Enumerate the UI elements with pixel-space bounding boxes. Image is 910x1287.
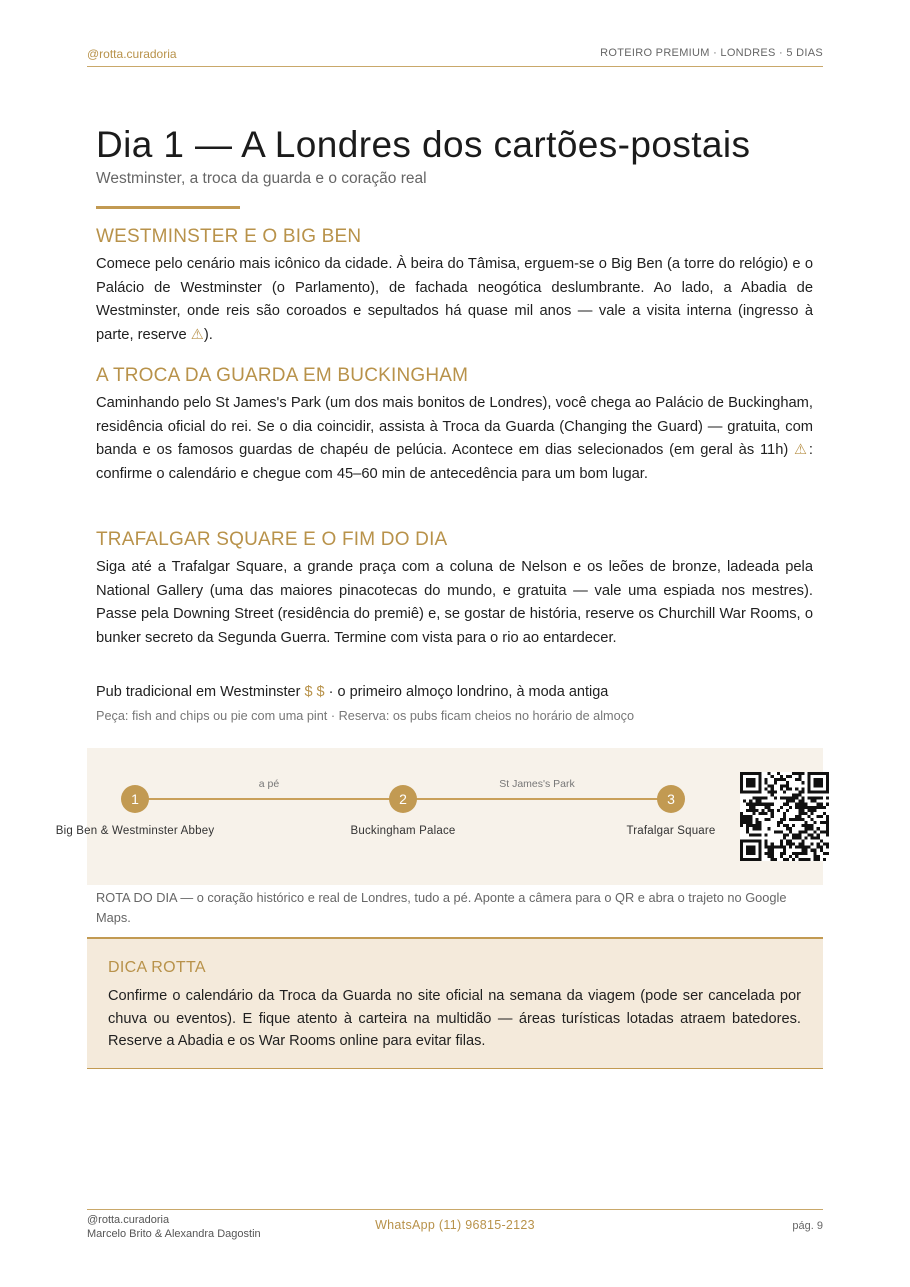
route-stop-2-label: Buckingham Palace bbox=[350, 825, 456, 837]
footer-contact[interactable]: WhatsApp (11) 96815-2123 bbox=[375, 1218, 535, 1232]
meal-description: · o primeiro almoço londrino, à moda antiga bbox=[324, 684, 609, 700]
page-number: pág. 9 bbox=[792, 1220, 823, 1232]
header-doc-label: ROTEIRO PREMIUM · LONDRES · 5 DIAS bbox=[600, 47, 823, 59]
footer-authors: Marcelo Brito & Alexandra Dagostin bbox=[87, 1228, 261, 1240]
meal-price: $ $ bbox=[304, 684, 325, 700]
page-subtitle: Westminster, a troca da guarda e o coração real bbox=[96, 170, 427, 187]
route-stop-3-label: Trafalgar Square bbox=[626, 825, 716, 837]
tip-box bbox=[87, 937, 823, 1069]
meal-note: Peça: fish and chips ou pie com uma pint · Reserva: os pubs ficam cheios no horário de almoço bbox=[96, 709, 635, 723]
meal-recommendation bbox=[96, 684, 608, 700]
tip-text: Confirme o calendário da Troca da Guarda no site oficial na semana da viagem (pode ser cancelada por chuva ou eventos). E fique atento à carteira na multidão — áreas turísticas lotadas atraem batedores. Reserve a Abadia e os War Rooms online para evitar filas. bbox=[108, 988, 801, 1049]
route-segment-label: a pé bbox=[258, 778, 280, 790]
section-heading: WESTMINSTER E O BIG BEN bbox=[96, 226, 362, 247]
page-header bbox=[87, 38, 823, 67]
route-segment-line bbox=[416, 798, 670, 800]
page-footer bbox=[87, 1209, 823, 1250]
header-handle: @rotta.curadoria bbox=[87, 47, 177, 61]
footer-handle: @rotta.curadoria bbox=[87, 1214, 170, 1226]
page-title: Dia 1 — A Londres dos cartões-postais bbox=[96, 124, 751, 165]
route-stop-1-label: Big Ben & Westminster Abbey bbox=[55, 825, 215, 837]
route-caption: ROTA DO DIA — o coração histórico e real de Londres, tudo a pé. Aponte a câmera para o QR e abra o trajeto no Google Maps. bbox=[96, 890, 787, 925]
route-stop-2-marker: 2 bbox=[389, 785, 417, 813]
section-paragraph: Caminhando pelo St James's Park (um dos mais bonitos de Londres), você chega ao Palácio de Buckingham, residência oficial do rei. Se o dia coincidir, assista à Troca da Guarda (Changing the Guard) — gratuita, com banda e os famosos guardas de chapéu de pelúcia. Acontece em dias selecionados (em geral às 11h) ⚠: confirme o calendário e chegue com 45–60 min de antecedência para um bom lugar. bbox=[96, 395, 814, 482]
route-panel bbox=[87, 748, 823, 885]
warning-icon: ⚠ bbox=[794, 442, 809, 459]
route-segment-line bbox=[148, 798, 402, 800]
section-paragraph: Comece pelo cenário mais icônico da cidade. À beira do Tâmisa, erguem-se o Big Ben (a torre do relógio) e o Palácio de Westminster (o Parlamento), de fachada neogótica deslumbrante. Ao lado, a Abadia de Westminster, onde reis são coroados e sepultados há quase mil anos — vale a visita interna (ingresso à parte, reserve ⚠). bbox=[96, 256, 813, 343]
tip-title: DICA ROTTA bbox=[108, 959, 206, 976]
section-trafalgar bbox=[96, 529, 813, 650]
qr-code-icon[interactable] bbox=[740, 772, 829, 861]
warning-icon: ⚠ bbox=[190, 326, 204, 343]
route-stop-1-marker: 1 bbox=[121, 785, 149, 813]
section-paragraph: Siga até a Trafalgar Square, a grande praça com a coluna de Nelson e os leões de bronze, ladeada pela National Gallery (uma das maiores pinacotecas do mundo, e gratuita — vale uma espiada nos mestres). Passe pela Downing Street (residência do premiê) e, se gostar de história, reserve os Churchill War Rooms, o bunker secreto da Segunda Guerra. Termine com vista para o rio ao entardecer. bbox=[96, 559, 813, 646]
title-underline bbox=[96, 206, 240, 209]
route-segment-label: St James's Park bbox=[499, 778, 575, 790]
meal-name: Pub tradicional em Westminster bbox=[96, 684, 301, 700]
section-buckingham bbox=[96, 365, 813, 486]
route-stop-3-marker: 3 bbox=[657, 785, 685, 813]
section-heading: TRAFALGAR SQUARE E O FIM DO DIA bbox=[96, 529, 448, 550]
section-westminster bbox=[96, 226, 813, 347]
section-heading: A TROCA DA GUARDA EM BUCKINGHAM bbox=[96, 365, 469, 386]
